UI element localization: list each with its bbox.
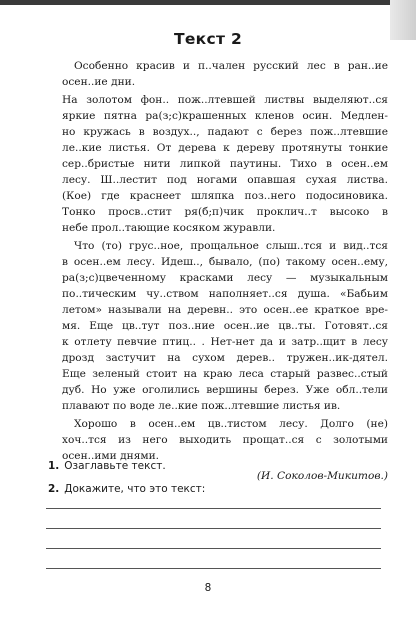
text-line: лесу. Ш..лестит под ногами опавшая сухая листва. bbox=[62, 174, 388, 186]
text-line: сер..бристые нити липкой паутины. Тихо в осен..ем bbox=[62, 158, 388, 170]
author-attribution: (И. Соколов-Микитов.) bbox=[256, 470, 388, 482]
page-number: 8 bbox=[204, 582, 212, 594]
text-line: летом» называли на деревн.. это осен..ее краткое вре- bbox=[62, 304, 388, 316]
text-line: На золотом фон.. пож..лтевшей листвы выделяют..ся bbox=[62, 94, 388, 106]
paragraph-1 bbox=[62, 58, 388, 90]
task-number: 1. bbox=[48, 460, 60, 472]
text-line: к отлету певчие птиц.. . Нет-нет да и затр..щит в лесу bbox=[62, 336, 388, 348]
answer-line[interactable] bbox=[46, 528, 381, 529]
task-number: 2. bbox=[48, 483, 60, 495]
text-line: дуб. Но уже оголились вершины берез. Уже обл..тели bbox=[62, 384, 388, 396]
paragraph-4 bbox=[62, 416, 388, 464]
paragraph-3 bbox=[62, 238, 388, 414]
text-line: в осен..ем лесу. Идеш.., бывало, (по) такому осен..ему, bbox=[62, 256, 388, 268]
text-line: мя. Еще цв..тут поз..ние осен..ие цв..ты. Готовят..ся bbox=[62, 320, 388, 332]
text-line: хоч..тся из него выходить прощат..ся с золотыми bbox=[62, 434, 388, 446]
answer-line[interactable] bbox=[46, 568, 381, 569]
text-line: осен..ими днями. bbox=[62, 450, 160, 462]
task-text: Озаглавьте текст. bbox=[64, 460, 166, 472]
text-body bbox=[62, 58, 388, 484]
text-line: ле..кие листья. От дерева к дереву протянуты тонкие bbox=[62, 142, 388, 154]
text-line: Хорошо в осен..ем цв..тистом лесу. Долго (не) bbox=[74, 418, 388, 430]
text-line: осен..ие дни. bbox=[62, 76, 136, 88]
task-1 bbox=[48, 460, 166, 472]
task-2 bbox=[48, 483, 205, 495]
text-line: (Кое) где краснеет шляпка поз..него подосиновика. bbox=[62, 190, 388, 202]
text-line: яркие пятна ра(з;с)крашенных кленов осин. Медлен- bbox=[62, 110, 388, 122]
answer-line[interactable] bbox=[46, 508, 381, 509]
page-top-edge bbox=[0, 0, 416, 5]
text-line: Тонко просв..стит ря(б;п)чик проклич..т высоко в bbox=[62, 206, 388, 218]
paragraph-2 bbox=[62, 92, 388, 236]
text-line: плавают по воде ле..кие пож..лтевшие листья ив. bbox=[62, 400, 341, 412]
text-line: Еще зеленый стоит на краю леса старый развес..стый bbox=[62, 368, 388, 380]
task-text: Докажите, что это текст: bbox=[64, 483, 206, 495]
answer-line[interactable] bbox=[46, 548, 381, 549]
text-line: дрозд застучит на сухом дерев.. тружен..ик-дятел. bbox=[62, 352, 388, 364]
text-line: Что (то) грус..ное, прощальное слыш..тся и вид..тся bbox=[74, 240, 388, 252]
text-line: Особенно красив и п..чален русский лес в ран..ие bbox=[74, 60, 388, 72]
text-line: ра(з;с)цвеченному красками лесу — музыкальным bbox=[62, 272, 388, 284]
text-line: небе прол..тающие косяком журавли. bbox=[62, 222, 276, 234]
text-line: по..тическим чу..ством наполняет..ся душа. «Бабьим bbox=[62, 288, 388, 300]
text-line: но кружась в воздух.., падают с берез пож..лтевшие bbox=[62, 126, 388, 138]
text-title: Текст 2 bbox=[173, 30, 243, 48]
